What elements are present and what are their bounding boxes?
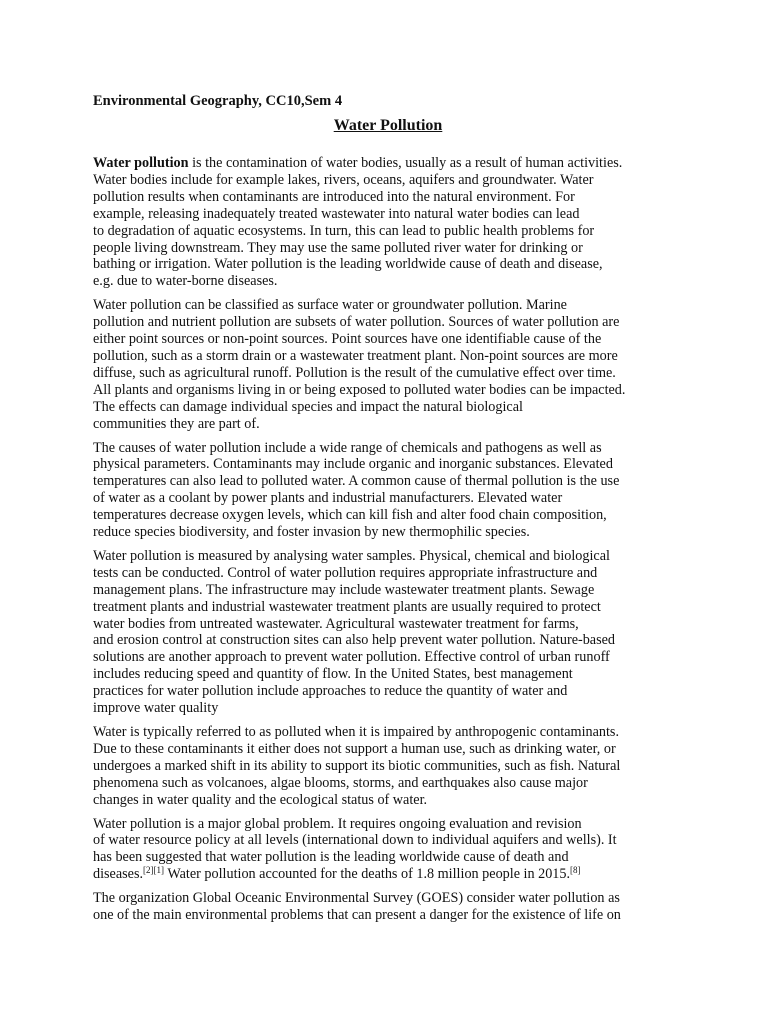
text-line: Due to these contaminants it either does not support a human use, such as drinking water, or bbox=[93, 740, 616, 757]
text-line: pollution and nutrient pollution are subsets of water pollution. Sources of water pollution are bbox=[93, 314, 620, 331]
text-line: Water pollution can be classified as surface water or groundwater pollution. Marine bbox=[93, 297, 567, 314]
text-line: Water is typically referred to as polluted when it is impaired by anthropogenic contaminants. bbox=[93, 724, 620, 740]
text-line: changes in water quality and the ecological status of water. bbox=[93, 791, 428, 808]
lead-term: Water pollution bbox=[93, 155, 189, 171]
text-line: phenomena such as volcanoes, algae blooms, storms, and earthquakes also cause major bbox=[93, 774, 588, 791]
text-run: diseases. bbox=[93, 866, 144, 883]
text-line: The organization Global Oceanic Environmental Survey (GOES) consider water pollution as bbox=[93, 890, 620, 907]
text-line: temperatures can also lead to polluted water. A common cause of thermal pollution is the use bbox=[93, 473, 620, 490]
text-line: and erosion control at construction sites can also help prevent water pollution. Nature-based bbox=[93, 632, 616, 649]
citation-marker[interactable]: [8] bbox=[570, 865, 581, 876]
text-run: is the contamination of water bodies, usually as a result of human activities. bbox=[188, 155, 623, 171]
text-line: practices for water pollution include approaches to reduce the quantity of water and bbox=[93, 683, 568, 700]
text-line: diffuse, such as agricultural runoff. Pollution is the result of the cumulative effect over time. bbox=[93, 364, 616, 381]
text-line: temperatures decrease oxygen levels, which can kill fish and alter food chain composition, bbox=[93, 507, 607, 524]
text-line: All plants and organisms living in or being exposed to polluted water bodies can be impacted. bbox=[93, 381, 626, 398]
text-line: Water pollution is a major global problem. It requires ongoing evaluation and revision bbox=[93, 815, 582, 832]
text-line: Water pollution is measured by analysing water samples. Physical, chemical and biological bbox=[93, 547, 610, 564]
citation-marker[interactable]: [2][1] bbox=[143, 865, 165, 876]
text-line: pollution, such as a storm drain or a wastewater treatment plant. Non-point sources are more bbox=[93, 347, 618, 364]
course-heading: Environmental Geography, CC10,Sem 4 bbox=[93, 93, 343, 109]
paragraph bbox=[93, 548, 678, 717]
text-line: tests can be conducted. Control of water pollution requires appropriate infrastructure and bbox=[93, 564, 598, 581]
text-run: Water pollution accounted for the deaths of 1.8 million people in 2015. bbox=[164, 866, 571, 883]
text-line: e.g. due to water-borne diseases. bbox=[93, 273, 278, 290]
text-line: of water resource policy at all levels (international down to individual aquifers and wells). It bbox=[93, 832, 617, 849]
text-line: pollution results when contaminants are introduced into the natural environment. For bbox=[93, 188, 575, 205]
text-line: water bodies from untreated wastewater. Agricultural wastewater treatment for farms, bbox=[93, 615, 579, 632]
text-line: one of the main environmental problems that can present a danger for the existence of life on bbox=[93, 907, 621, 924]
text-line: of water as a coolant by power plants and industrial manufacturers. Elevated water bbox=[93, 490, 563, 507]
text-line: undergoes a marked shift in its ability to support its biotic communities, such as fish. Natural bbox=[93, 757, 621, 774]
text-line: physical parameters. Contaminants may include organic and inorganic substances. Elevated bbox=[93, 456, 613, 473]
text-line: has been suggested that water pollution is the leading worldwide cause of death and bbox=[93, 849, 569, 866]
text-line: communities they are part of. bbox=[93, 415, 260, 432]
paragraph bbox=[93, 890, 678, 924]
text-line: The causes of water pollution include a wide range of chemicals and pathogens as well as bbox=[93, 439, 602, 456]
text-line: reduce species biodiversity, and foster invasion by new thermophilic species. bbox=[93, 524, 530, 541]
text-line: treatment plants and industrial wastewater treatment plants are usually required to protect bbox=[93, 598, 601, 615]
paragraph bbox=[93, 297, 678, 432]
text-line: includes reducing speed and quantity of flow. In the United States, best management bbox=[93, 666, 573, 683]
text-line: improve water quality bbox=[93, 700, 219, 717]
text-line: Water bodies include for example lakes, rivers, oceans, aquifers and groundwater. Water bbox=[93, 171, 594, 188]
paragraph bbox=[93, 440, 678, 541]
text-line bbox=[93, 155, 678, 172]
text-line: people living downstream. They may use the same polluted river water for drinking or bbox=[93, 239, 583, 256]
page-title: Water Pollution bbox=[333, 117, 443, 134]
text-line: either point sources or non-point sources. Point sources have one identifiable cause of the bbox=[93, 331, 602, 348]
paragraph bbox=[93, 816, 678, 884]
paragraph bbox=[93, 724, 678, 809]
text-line: bathing or irrigation. Water pollution is the leading worldwide cause of death and disease, bbox=[93, 256, 603, 273]
text-line: to degradation of aquatic ecosystems. In turn, this can lead to public health problems for bbox=[93, 222, 595, 239]
text-line: solutions are another approach to prevent water pollution. Effective control of urban runoff bbox=[93, 649, 610, 666]
text-line: example, releasing inadequately treated wastewater into natural water bodies can lead bbox=[93, 205, 580, 222]
document-body bbox=[93, 155, 678, 924]
text-line: The effects can damage individual species and impact the natural biological bbox=[93, 398, 523, 415]
paragraph bbox=[93, 155, 678, 290]
text-line: management plans. The infrastructure may include wastewater treatment plants. Sewage bbox=[93, 581, 595, 598]
text-line bbox=[93, 866, 678, 883]
